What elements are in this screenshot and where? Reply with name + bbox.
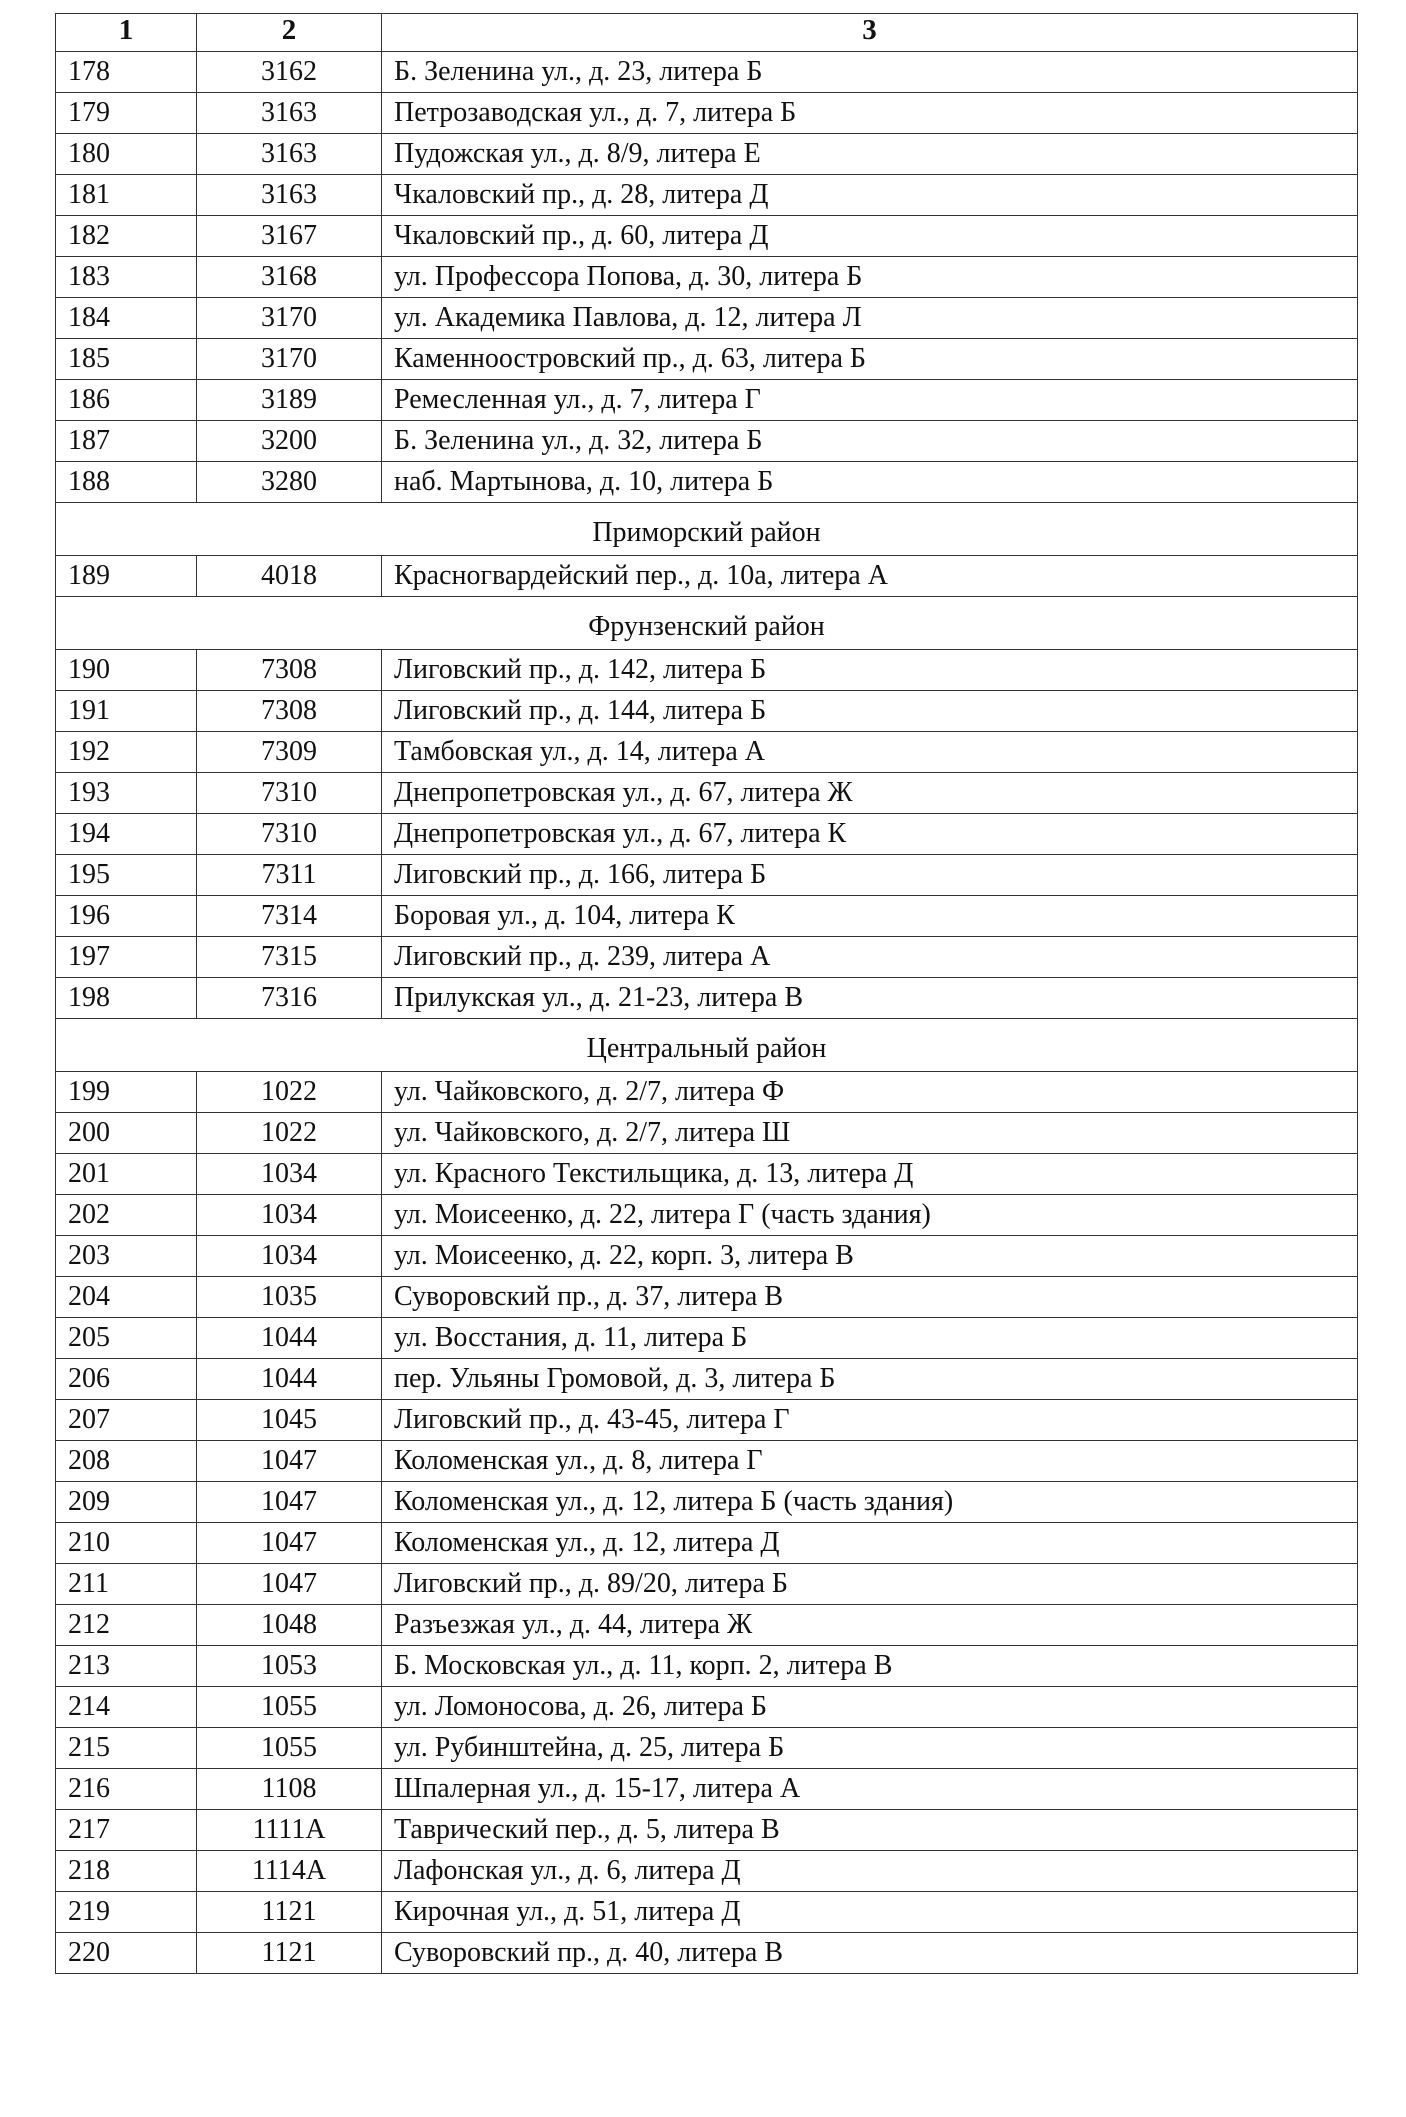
address-cell: Б. Московская ул., д. 11, корп. 2, литера В: [382, 1646, 1358, 1687]
row-number-cell: 196: [56, 896, 197, 937]
address-cell: Кирочная ул., д. 51, литера Д: [382, 1892, 1358, 1933]
object-code-cell: 1022: [197, 1113, 382, 1154]
row-number-cell: 185: [56, 339, 197, 380]
object-code-cell: 3163: [197, 134, 382, 175]
address-cell: Лиговский пр., д. 166, литера Б: [382, 855, 1358, 896]
row-number-cell: 193: [56, 773, 197, 814]
object-code-cell: 1034: [197, 1154, 382, 1195]
address-cell: Лиговский пр., д. 89/20, литера Б: [382, 1564, 1358, 1605]
table-row: [56, 732, 1358, 773]
table-row: [56, 773, 1358, 814]
table-row: [56, 462, 1358, 503]
table-row: [56, 1154, 1358, 1195]
address-cell: Коломенская ул., д. 12, литера Д: [382, 1523, 1358, 1564]
object-code-cell: 1121: [197, 1933, 382, 1974]
address-cell: Коломенская ул., д. 12, литера Б (часть здания): [382, 1482, 1358, 1523]
address-cell: Коломенская ул., д. 8, литера Г: [382, 1441, 1358, 1482]
table-row: [56, 1769, 1358, 1810]
table-row: [56, 93, 1358, 134]
table-row: [56, 298, 1358, 339]
table-row: [56, 896, 1358, 937]
object-code-cell: 1047: [197, 1564, 382, 1605]
row-number-cell: 182: [56, 216, 197, 257]
table-row: [56, 339, 1358, 380]
row-number-cell: 211: [56, 1564, 197, 1605]
address-cell: Разъезжая ул., д. 44, литера Ж: [382, 1605, 1358, 1646]
object-code-cell: 1055: [197, 1728, 382, 1769]
row-number-cell: 210: [56, 1523, 197, 1564]
table-row: [56, 1236, 1358, 1277]
table-row: [56, 1359, 1358, 1400]
address-cell: ул. Чайковского, д. 2/7, литера Ш: [382, 1113, 1358, 1154]
address-cell: Б. Зеленина ул., д. 23, литера Б: [382, 52, 1358, 93]
table-row: [56, 814, 1358, 855]
address-cell: наб. Мартынова, д. 10, литера Б: [382, 462, 1358, 503]
object-code-cell: 3189: [197, 380, 382, 421]
row-number-cell: 215: [56, 1728, 197, 1769]
table-row: [56, 855, 1358, 896]
header-row: [56, 14, 1358, 52]
table-row: [56, 134, 1358, 175]
object-code-cell: 1114А: [197, 1851, 382, 1892]
address-cell: ул. Чайковского, д. 2/7, литера Ф: [382, 1072, 1358, 1113]
address-cell: Боровая ул., д. 104, литера К: [382, 896, 1358, 937]
object-code-cell: 4018: [197, 556, 382, 597]
table-body: [56, 52, 1358, 1974]
object-code-cell: 3170: [197, 298, 382, 339]
address-cell: Лиговский пр., д. 144, литера Б: [382, 691, 1358, 732]
object-code-cell: 3280: [197, 462, 382, 503]
table-row: [56, 257, 1358, 298]
row-number-cell: 199: [56, 1072, 197, 1113]
object-code-cell: 7316: [197, 978, 382, 1019]
object-code-cell: 1022: [197, 1072, 382, 1113]
object-code-cell: 7314: [197, 896, 382, 937]
table-row: [56, 1072, 1358, 1113]
table-row: [56, 1892, 1358, 1933]
object-code-cell: 7308: [197, 650, 382, 691]
row-number-cell: 181: [56, 175, 197, 216]
object-code-cell: 1034: [197, 1236, 382, 1277]
row-number-cell: 216: [56, 1769, 197, 1810]
address-cell: Суворовский пр., д. 40, литера В: [382, 1933, 1358, 1974]
row-number-cell: 214: [56, 1687, 197, 1728]
address-cell: ул. Академика Павлова, д. 12, литера Л: [382, 298, 1358, 339]
address-cell: Петрозаводская ул., д. 7, литера Б: [382, 93, 1358, 134]
object-code-cell: 3163: [197, 175, 382, 216]
object-code-cell: 1111А: [197, 1810, 382, 1851]
object-code-cell: 3170: [197, 339, 382, 380]
table-row: [56, 175, 1358, 216]
object-code-cell: 7308: [197, 691, 382, 732]
row-number-cell: 220: [56, 1933, 197, 1974]
object-code-cell: 3167: [197, 216, 382, 257]
table-row: [56, 421, 1358, 462]
row-number-cell: 207: [56, 1400, 197, 1441]
object-code-cell: 1045: [197, 1400, 382, 1441]
table-row: [56, 556, 1358, 597]
object-code-cell: 1044: [197, 1318, 382, 1359]
row-number-cell: 218: [56, 1851, 197, 1892]
address-cell: Чкаловский пр., д. 28, литера Д: [382, 175, 1358, 216]
table-row: [56, 1318, 1358, 1359]
table-row: [56, 1646, 1358, 1687]
address-cell: ул. Моисеенко, д. 22, корп. 3, литера В: [382, 1236, 1358, 1277]
address-cell: Прилукская ул., д. 21-23, литера В: [382, 978, 1358, 1019]
object-code-cell: 1047: [197, 1482, 382, 1523]
table-row: [56, 1810, 1358, 1851]
row-number-cell: 209: [56, 1482, 197, 1523]
address-cell: Лиговский пр., д. 142, литера Б: [382, 650, 1358, 691]
table-row: [56, 1523, 1358, 1564]
object-code-cell: 1047: [197, 1523, 382, 1564]
district-heading: Центральный район: [56, 1019, 1358, 1072]
table-row: [56, 1687, 1358, 1728]
address-cell: Днепропетровская ул., д. 67, литера Ж: [382, 773, 1358, 814]
table-row: [56, 380, 1358, 421]
row-number-cell: 198: [56, 978, 197, 1019]
table-row: [56, 52, 1358, 93]
address-cell: Таврический пер., д. 5, литера В: [382, 1810, 1358, 1851]
row-number-cell: 179: [56, 93, 197, 134]
row-number-cell: 201: [56, 1154, 197, 1195]
address-cell: Днепропетровская ул., д. 67, литера К: [382, 814, 1358, 855]
row-number-cell: 180: [56, 134, 197, 175]
object-code-cell: 1055: [197, 1687, 382, 1728]
object-code-cell: 7309: [197, 732, 382, 773]
row-number-cell: 192: [56, 732, 197, 773]
column-header-1: 1: [56, 14, 197, 52]
row-number-cell: 217: [56, 1810, 197, 1851]
row-number-cell: 203: [56, 1236, 197, 1277]
address-cell: Каменноостровский пр., д. 63, литера Б: [382, 339, 1358, 380]
address-cell: ул. Моисеенко, д. 22, литера Г (часть здания): [382, 1195, 1358, 1236]
row-number-cell: 200: [56, 1113, 197, 1154]
row-number-cell: 183: [56, 257, 197, 298]
object-code-cell: 7315: [197, 937, 382, 978]
address-table: [55, 13, 1358, 1974]
row-number-cell: 206: [56, 1359, 197, 1400]
row-number-cell: 212: [56, 1605, 197, 1646]
table-row: [56, 937, 1358, 978]
object-code-cell: 3200: [197, 421, 382, 462]
object-code-cell: 1044: [197, 1359, 382, 1400]
row-number-cell: 195: [56, 855, 197, 896]
row-number-cell: 190: [56, 650, 197, 691]
address-cell: ул. Рубинштейна, д. 25, литера Б: [382, 1728, 1358, 1769]
object-code-cell: 3162: [197, 52, 382, 93]
district-heading: Фрунзенский район: [56, 597, 1358, 650]
row-number-cell: 186: [56, 380, 197, 421]
row-number-cell: 204: [56, 1277, 197, 1318]
object-code-cell: 7310: [197, 773, 382, 814]
address-cell: Ремесленная ул., д. 7, литера Г: [382, 380, 1358, 421]
row-number-cell: 178: [56, 52, 197, 93]
table-row: [56, 1728, 1358, 1769]
table-row: [56, 1400, 1358, 1441]
address-cell: Шпалерная ул., д. 15-17, литера А: [382, 1769, 1358, 1810]
object-code-cell: 3168: [197, 257, 382, 298]
object-code-cell: 7311: [197, 855, 382, 896]
table-row: [56, 1933, 1358, 1974]
address-cell: Тамбовская ул., д. 14, литера А: [382, 732, 1358, 773]
object-code-cell: 1053: [197, 1646, 382, 1687]
row-number-cell: 213: [56, 1646, 197, 1687]
district-section-row: [56, 597, 1358, 650]
row-number-cell: 219: [56, 1892, 197, 1933]
table-row: [56, 1113, 1358, 1154]
row-number-cell: 194: [56, 814, 197, 855]
object-code-cell: 1034: [197, 1195, 382, 1236]
object-code-cell: 1048: [197, 1605, 382, 1646]
row-number-cell: 188: [56, 462, 197, 503]
row-number-cell: 197: [56, 937, 197, 978]
table-row: [56, 1277, 1358, 1318]
address-cell: Лафонская ул., д. 6, литера Д: [382, 1851, 1358, 1892]
district-section-row: [56, 1019, 1358, 1072]
district-heading: Приморский район: [56, 503, 1358, 556]
address-cell: Лиговский пр., д. 239, литера А: [382, 937, 1358, 978]
column-header-2: 2: [197, 14, 382, 52]
table-row: [56, 691, 1358, 732]
table-row: [56, 1482, 1358, 1523]
object-code-cell: 7310: [197, 814, 382, 855]
address-cell: ул. Профессора Попова, д. 30, литера Б: [382, 257, 1358, 298]
address-cell: Б. Зеленина ул., д. 32, литера Б: [382, 421, 1358, 462]
address-cell: Пудожская ул., д. 8/9, литера Е: [382, 134, 1358, 175]
table-row: [56, 978, 1358, 1019]
row-number-cell: 205: [56, 1318, 197, 1359]
column-header-3: 3: [382, 14, 1358, 52]
address-cell: Суворовский пр., д. 37, литера В: [382, 1277, 1358, 1318]
object-code-cell: 1108: [197, 1769, 382, 1810]
table-row: [56, 1441, 1358, 1482]
address-cell: ул. Восстания, д. 11, литера Б: [382, 1318, 1358, 1359]
row-number-cell: 184: [56, 298, 197, 339]
table-row: [56, 1564, 1358, 1605]
object-code-cell: 1121: [197, 1892, 382, 1933]
object-code-cell: 1047: [197, 1441, 382, 1482]
table-row: [56, 1851, 1358, 1892]
district-section-row: [56, 503, 1358, 556]
table-row: [56, 1195, 1358, 1236]
row-number-cell: 202: [56, 1195, 197, 1236]
row-number-cell: 187: [56, 421, 197, 462]
address-cell: пер. Ульяны Громовой, д. 3, литера Б: [382, 1359, 1358, 1400]
table-row: [56, 1605, 1358, 1646]
address-cell: Красногвардейский пер., д. 10а, литера А: [382, 556, 1358, 597]
row-number-cell: 191: [56, 691, 197, 732]
address-cell: Лиговский пр., д. 43-45, литера Г: [382, 1400, 1358, 1441]
address-cell: Чкаловский пр., д. 60, литера Д: [382, 216, 1358, 257]
table-row: [56, 650, 1358, 691]
address-cell: ул. Красного Текстильщика, д. 13, литера Д: [382, 1154, 1358, 1195]
row-number-cell: 208: [56, 1441, 197, 1482]
row-number-cell: 189: [56, 556, 197, 597]
address-cell: ул. Ломоносова, д. 26, литера Б: [382, 1687, 1358, 1728]
table-row: [56, 216, 1358, 257]
object-code-cell: 3163: [197, 93, 382, 134]
object-code-cell: 1035: [197, 1277, 382, 1318]
